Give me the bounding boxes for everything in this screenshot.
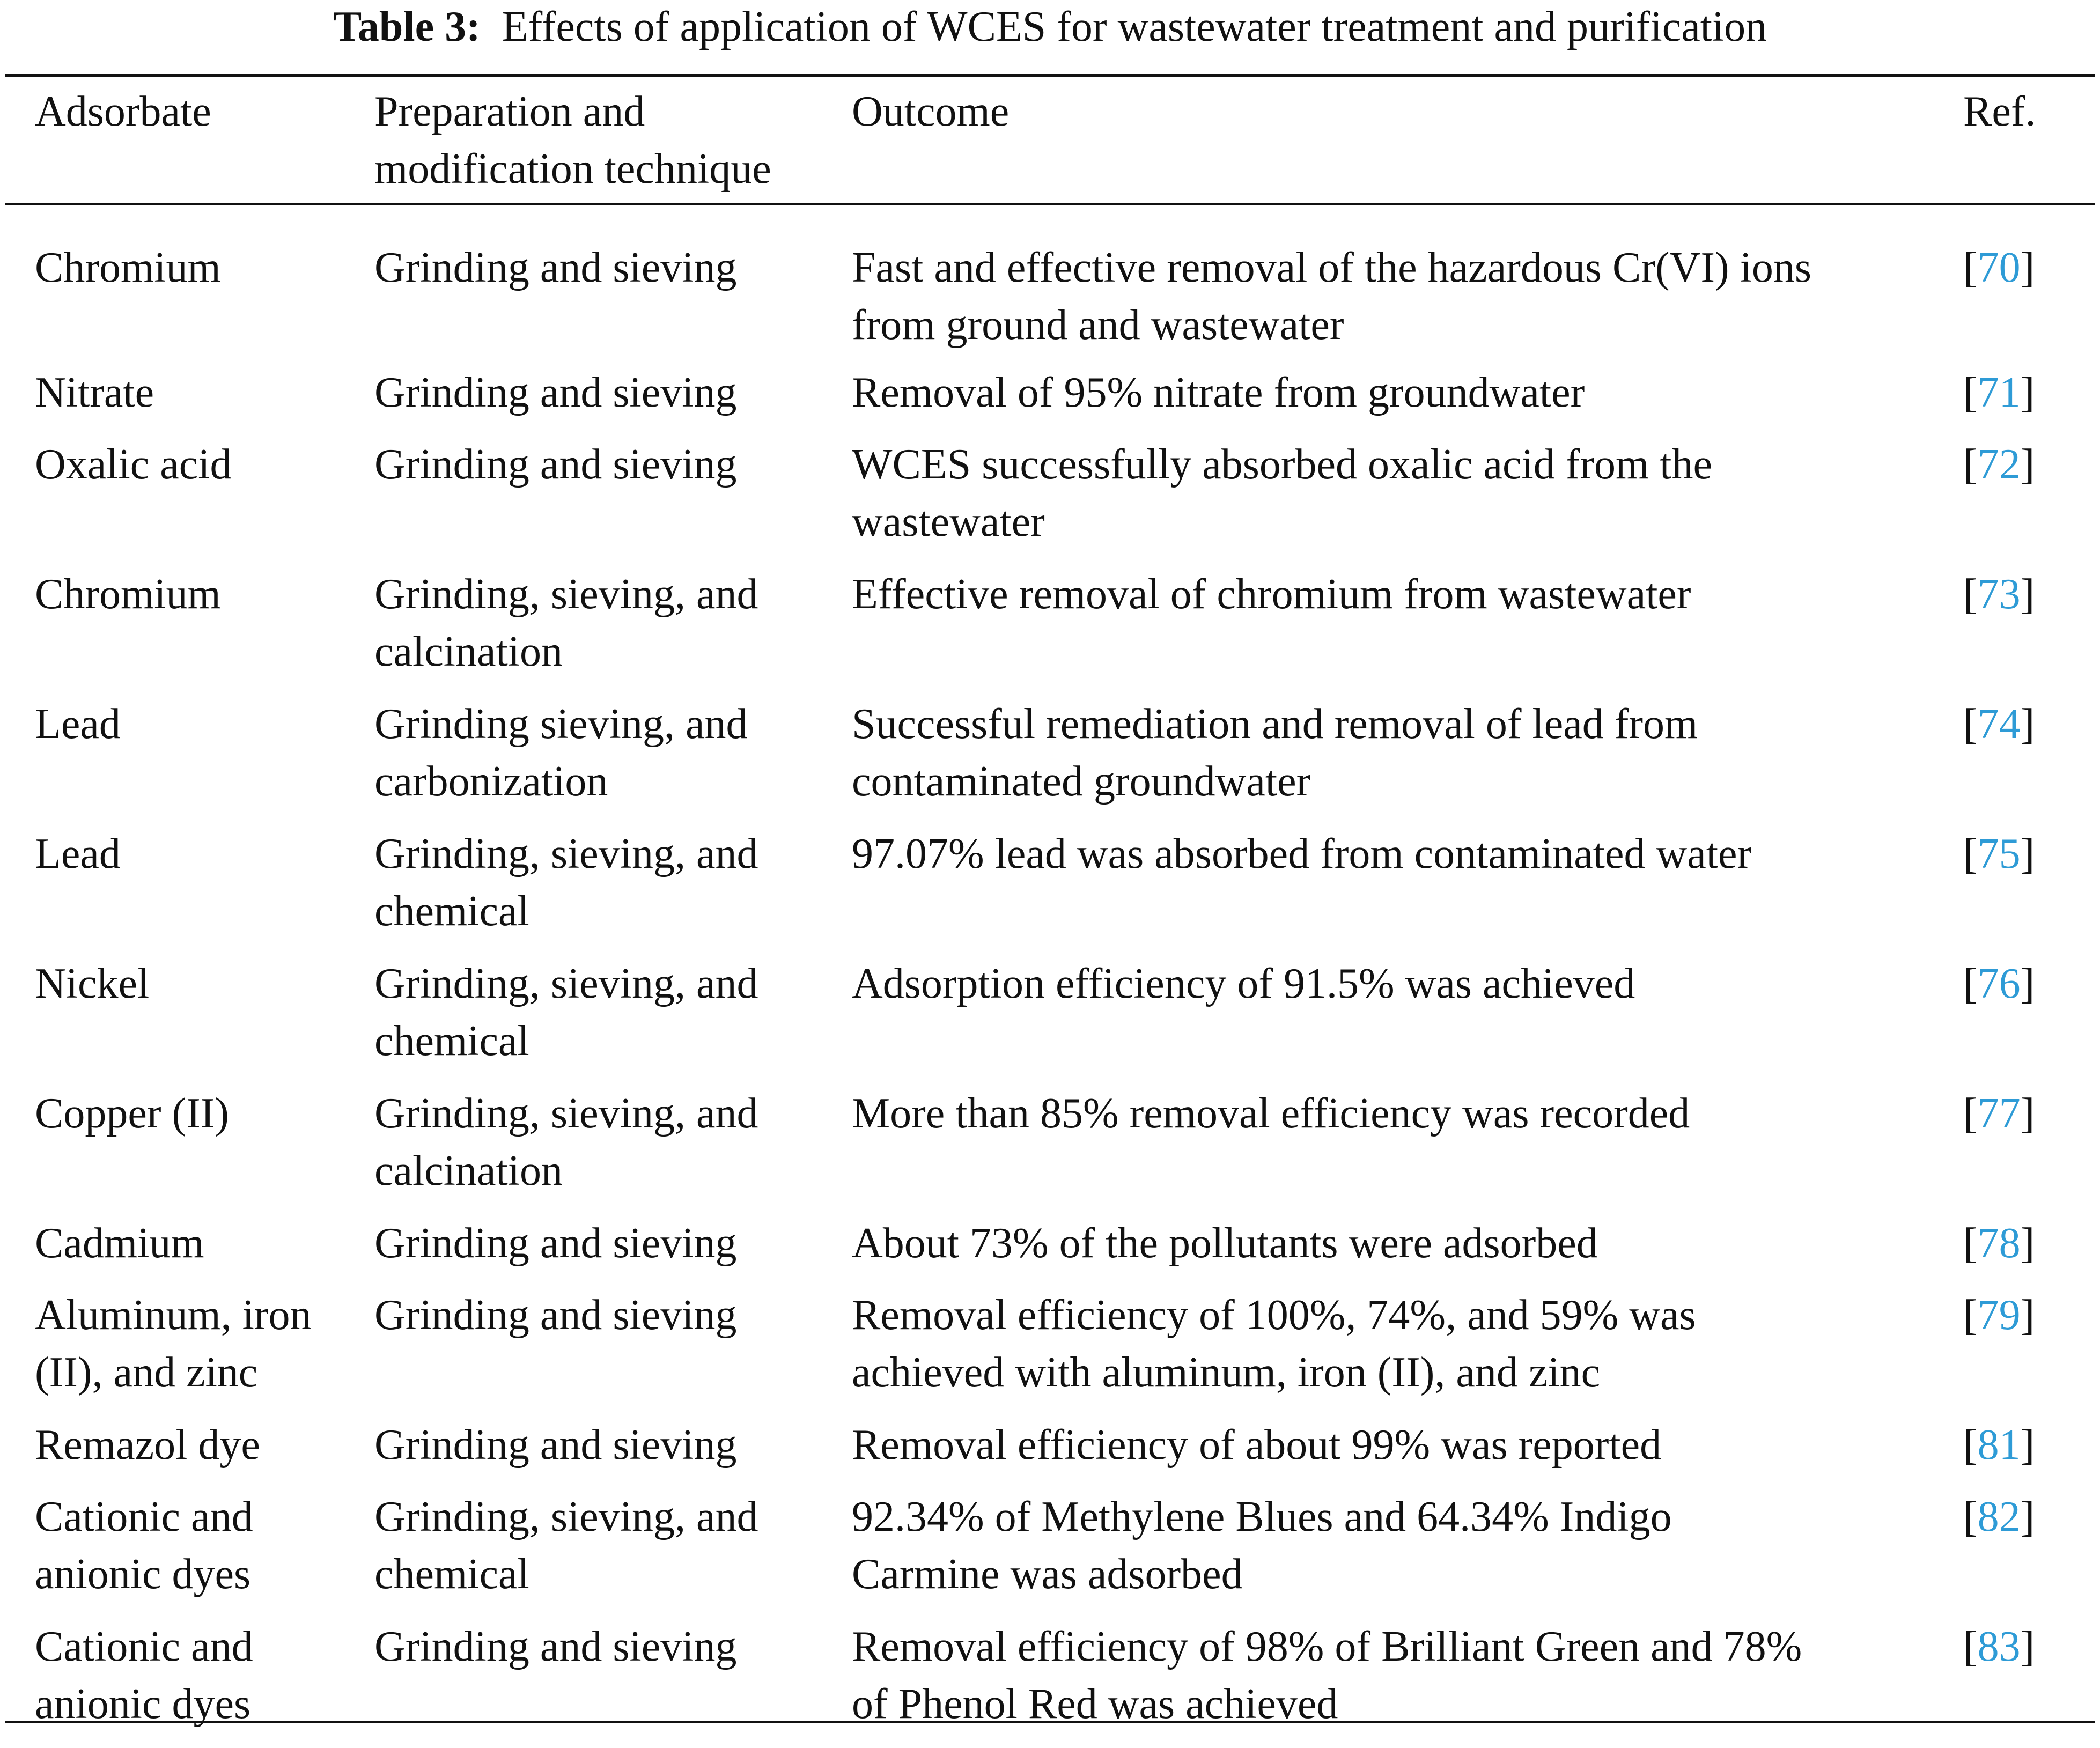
top-rule [5, 74, 2095, 77]
cell-ref: [74] [1963, 700, 2035, 748]
cell-preparation: Grinding and sieving [374, 244, 737, 291]
data-table [5, 83, 2095, 1748]
cell-adsorbate: Cadmium [35, 1220, 204, 1267]
cell-ref: [77] [1963, 1090, 2035, 1137]
cell-ref: [82] [1963, 1493, 2035, 1540]
cell-outcome: 92.34% of Methylene Blues and 64.34% Indigo Carmine was adsorbed [852, 1493, 1672, 1598]
cell-preparation: Grinding and sieving [374, 1220, 737, 1267]
header-outcome: Outcome [852, 88, 1010, 135]
cell-outcome: Removal of 95% nitrate from groundwater [852, 369, 1585, 416]
cell-adsorbate: Chromium [35, 244, 221, 291]
cell-ref: [76] [1963, 960, 2035, 1007]
reference-link[interactable]: 79 [1977, 1292, 2021, 1339]
cell-adsorbate: Remazol dye [35, 1421, 260, 1469]
cell-outcome: About 73% of the pollutants were adsorbed [852, 1220, 1598, 1267]
reference-link[interactable]: 77 [1977, 1090, 2021, 1137]
header-preparation [374, 83, 852, 212]
table-caption [0, 0, 2100, 54]
cell-adsorbate: Copper (II) [35, 1090, 230, 1137]
reference-link[interactable]: 73 [1977, 571, 2021, 618]
header-preparation-text: Preparation and modification technique [374, 88, 771, 193]
table-row [5, 1287, 2095, 1417]
reference-link[interactable]: 72 [1977, 441, 2021, 488]
reference-link[interactable]: 76 [1977, 960, 2021, 1007]
cell-ref: [75] [1963, 830, 2035, 877]
cell-adsorbate: Nickel [35, 960, 150, 1007]
cell-ref: [79] [1963, 1292, 2035, 1339]
cell-outcome: WCES successfully absorbed oxalic acid from the wastewater [852, 441, 1712, 545]
header-adsorbate: Adsorbate [35, 88, 211, 135]
cell-adsorbate: Aluminum, iron (II), and zinc [35, 1292, 312, 1396]
table-row [5, 955, 2095, 1085]
table-row [5, 696, 2095, 825]
header-row [5, 83, 2095, 212]
cell-preparation: Grinding sieving, and carbonization [374, 700, 748, 805]
table-row [5, 1085, 2095, 1215]
cell-outcome: Removal efficiency of 100%, 74%, and 59% was achieved with aluminum, iron (II), and zinc [852, 1292, 1696, 1396]
cell-ref: [73] [1963, 571, 2035, 618]
table-row [5, 212, 2095, 364]
cell-preparation: Grinding, sieving, and chemical [374, 830, 758, 935]
cell-preparation: Grinding, sieving, and chemical [374, 960, 758, 1065]
cell-adsorbate: Nitrate [35, 369, 154, 416]
cell-preparation: Grinding and sieving [374, 1292, 737, 1339]
cell-adsorbate: Chromium [35, 571, 221, 618]
reference-link[interactable]: 75 [1977, 830, 2021, 877]
cell-outcome: Fast and effective removal of the hazardous Cr(VI) ions from ground and wastewater [852, 244, 1812, 349]
table-row [5, 1618, 2095, 1748]
reference-link[interactable]: 83 [1977, 1623, 2021, 1670]
cell-preparation: Grinding and sieving [374, 369, 737, 416]
cell-ref: [78] [1963, 1220, 2035, 1267]
cell-adsorbate: Cationic and anionic dyes [35, 1493, 253, 1598]
cell-preparation: Grinding and sieving [374, 1623, 737, 1670]
cell-ref: [72] [1963, 441, 2035, 488]
reference-link[interactable]: 78 [1977, 1220, 2021, 1267]
table-row [5, 436, 2095, 566]
table-row [5, 566, 2095, 696]
cell-preparation: Grinding, sieving, and chemical [374, 1493, 758, 1598]
cell-ref: [81] [1963, 1421, 2035, 1469]
cell-outcome: 97.07% lead was absorbed from contaminated water [852, 830, 1752, 877]
cell-adsorbate: Lead [35, 830, 121, 877]
table-row [5, 1417, 2095, 1488]
cell-adsorbate: Cationic and anionic dyes [35, 1623, 253, 1728]
reference-link[interactable]: 74 [1977, 700, 2021, 748]
reference-link[interactable]: 82 [1977, 1493, 2021, 1540]
cell-adsorbate: Lead [35, 700, 121, 748]
cell-ref: [70] [1963, 244, 2035, 291]
cell-preparation: Grinding and sieving [374, 441, 737, 488]
cell-preparation: Grinding and sieving [374, 1421, 737, 1469]
cell-outcome: Removal efficiency of about 99% was reported [852, 1421, 1662, 1469]
cell-outcome: Adsorption efficiency of 91.5% was achieved [852, 960, 1635, 1007]
table-row [5, 825, 2095, 955]
cell-outcome: Effective removal of chromium from wastewater [852, 571, 1691, 618]
cell-outcome: Removal efficiency of 98% of Brilliant Green and 78% of Phenol Red was achieved [852, 1623, 1802, 1728]
header-ref: Ref. [1963, 88, 2036, 135]
table-body [5, 212, 2095, 1748]
table-title: Effects of application of WCES for wastewater treatment and purification [502, 3, 1767, 50]
table-row [5, 1215, 2095, 1287]
reference-link[interactable]: 70 [1977, 244, 2021, 291]
cell-outcome: Successful remediation and removal of lead from contaminated groundwater [852, 700, 1698, 805]
cell-outcome: More than 85% removal efficiency was recorded [852, 1090, 1690, 1137]
cell-preparation: Grinding, sieving, and calcination [374, 571, 758, 675]
cell-ref: [71] [1963, 369, 2035, 416]
reference-link[interactable]: 81 [1977, 1421, 2021, 1469]
reference-link[interactable]: 71 [1977, 369, 2021, 416]
table-row [5, 364, 2095, 436]
cell-adsorbate: Oxalic acid [35, 441, 232, 488]
cell-preparation: Grinding, sieving, and calcination [374, 1090, 758, 1194]
table-label: Table 3: [333, 3, 481, 50]
cell-ref: [83] [1963, 1623, 2035, 1670]
table-row [5, 1488, 2095, 1618]
